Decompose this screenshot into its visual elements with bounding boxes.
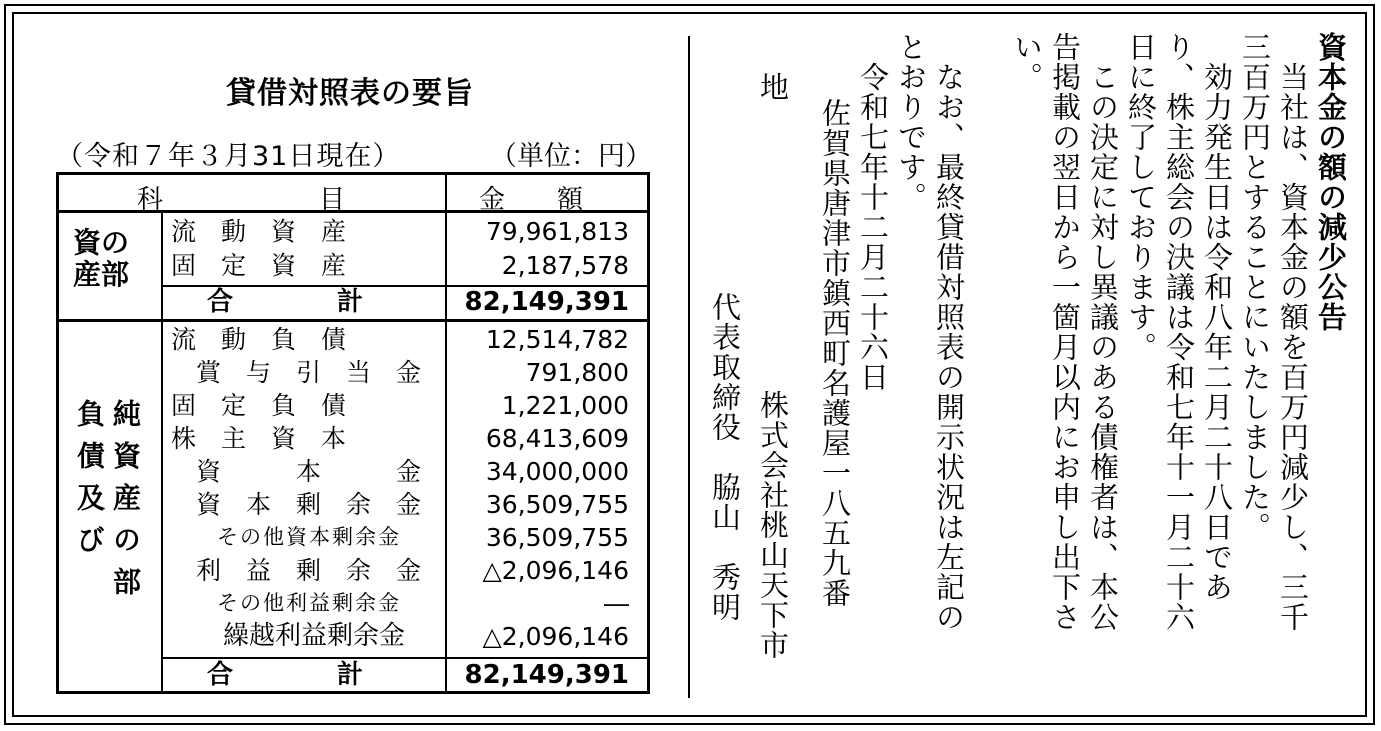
liab-row-value: 791,800 [525, 358, 629, 387]
notice-line: 効力発生日は令和八年二月二十八日であ [1200, 32, 1234, 602]
liab-row-value: 68,413,609 [485, 424, 629, 453]
liab-row-value: 36,509,755 [485, 490, 629, 519]
liab-section-col2: 純資産の部 [109, 399, 142, 609]
notice-address: 佐賀県唐津市鎮西町名護屋一八五九番 [818, 68, 852, 608]
liab-row-label: その他資本剰余金 [171, 525, 401, 549]
liab-row-label: 繰越利益剰余金 [171, 621, 406, 651]
notice-date: 令和七年十二月二十六日 [856, 32, 890, 392]
liab-row-label: 株 主 資 本 [171, 424, 347, 453]
liab-row-label: 固 定 負 債 [171, 391, 347, 420]
asset-row-label: 流 動 資 産 [171, 217, 347, 246]
as-of-date: （令和７年３月31日現在） [56, 141, 401, 172]
notice-line: 日に終了しております。 [1124, 32, 1158, 362]
asset-row-value: 79,961,813 [485, 217, 629, 246]
assets-total-label: 合 計 [207, 287, 364, 317]
notice-line: とおりです。 [894, 32, 928, 212]
notice-line: 三百万円とすることにいたしました。 [1238, 32, 1272, 542]
notice-line: り、株主総会の決議は令和七年十一月二十六 [1162, 32, 1196, 632]
notice-line: 告掲載の翌日から一箇月以内にお申し出下さ [1048, 32, 1082, 632]
liab-total-value: 82,149,391 [464, 660, 629, 690]
section-column-divider [161, 211, 163, 691]
notice-title: 資本金の額の減少公告 [1314, 32, 1348, 332]
assets-section-label [73, 227, 129, 291]
notice-address-suffix: 地 [756, 72, 790, 102]
liab-row-value: 36,509,755 [485, 523, 629, 552]
notice-representative: 代表取締役 脇山 秀明 [708, 292, 742, 622]
liab-row-label: 流 動 負 債 [171, 325, 347, 354]
liab-section-col1: 負債及び [73, 399, 106, 567]
notice-line: この決定に対し異議のある債権者は、本公 [1086, 32, 1120, 632]
section-divider [59, 319, 647, 322]
vertical-separator [688, 36, 690, 698]
liab-row-label: 賞 与 引 当 金 [171, 358, 422, 387]
header-amount: 金 額 [479, 185, 584, 215]
liab-row-value: 1,221,000 [501, 391, 629, 420]
unit-label: （単位：円） [490, 141, 652, 172]
notice-line: 当社は、資本金の額を百万円減少し、三千 [1276, 32, 1310, 632]
asset-row-label: 固 定 資 産 [171, 251, 347, 280]
liab-total-label: 合 計 [207, 660, 364, 690]
assets-section-line1: 資の [73, 226, 130, 259]
assets-total-value: 82,149,391 [464, 287, 629, 317]
amount-column-divider [445, 175, 447, 691]
header-item: 科 目 [137, 185, 346, 215]
liab-row-label: その他利益剰余金 [171, 591, 401, 615]
liab-row-label: 資 本 金 [171, 457, 422, 486]
liab-row-value: △2,096,146 [482, 556, 629, 585]
liab-row-value: △2,096,146 [482, 622, 629, 651]
liab-row-label: 利 益 剰 余 金 [171, 556, 422, 585]
liab-row-label: 資 本 剰 余 金 [171, 490, 422, 519]
notice-line: い。 [1010, 32, 1044, 92]
notice-company: 株式会社桃山天下市 [756, 390, 790, 660]
notice-line: なお、最終貸借対照表の開示状況は左記の [932, 32, 966, 632]
liab-row-value: 12,514,782 [485, 325, 629, 354]
asset-row-value: 2,187,578 [501, 251, 629, 280]
balance-sheet-table [56, 172, 650, 694]
liab-row-value: 34,000,000 [485, 457, 629, 486]
liab-row-value: ― [604, 589, 629, 618]
assets-section-line2: 産部 [73, 258, 130, 292]
balance-sheet-title: 貸借対照表の要旨 [226, 76, 474, 111]
